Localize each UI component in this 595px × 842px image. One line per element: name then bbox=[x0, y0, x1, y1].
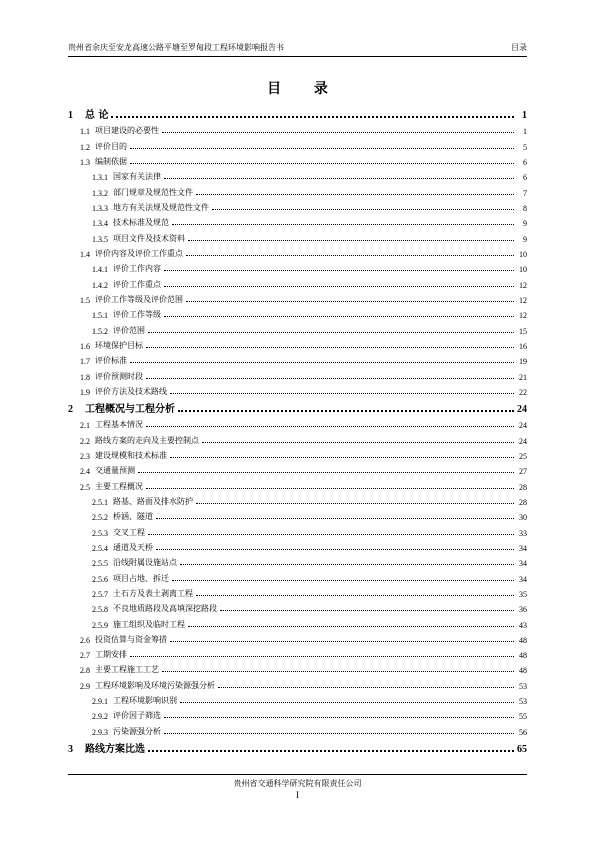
toc-dot-leader bbox=[202, 442, 514, 443]
toc-entry[interactable] bbox=[68, 476, 527, 491]
toc-entry-number: 2.4 bbox=[80, 467, 90, 477]
toc-title: 目 录 bbox=[267, 81, 342, 97]
toc-entry-label: 交通量预测 bbox=[95, 466, 135, 476]
toc-entry-label: 评价因子筛选 bbox=[113, 711, 161, 721]
header-section: 目录 bbox=[511, 43, 527, 52]
toc-entry-number: 2.5.3 bbox=[92, 528, 108, 538]
toc-dot-leader bbox=[170, 393, 514, 394]
toc-entry-label: 评价范围 bbox=[113, 325, 145, 335]
toc-entry-label: 主要工程概况 bbox=[95, 481, 143, 491]
toc-dot-leader bbox=[186, 255, 514, 256]
toc-entry-page: 25 bbox=[519, 451, 527, 461]
toc-entry-page: 53 bbox=[519, 681, 527, 691]
toc-dot-leader bbox=[212, 209, 514, 210]
toc-entry-label: 桥涵、隧道 bbox=[113, 512, 153, 522]
toc-entry-page: 9 bbox=[523, 234, 527, 244]
toc-entry-label: 评价预测时段 bbox=[95, 371, 143, 381]
toc-entry-number: 1.3 bbox=[80, 157, 90, 167]
toc-entry-label: 投资估算与资金筹措 bbox=[95, 634, 167, 644]
toc-entry-label: 评价工作等级及评价范围 bbox=[95, 294, 183, 304]
toc-entry-page: 48 bbox=[519, 666, 527, 676]
toc-dot-leader bbox=[146, 426, 514, 427]
toc-entry[interactable] bbox=[68, 121, 527, 136]
toc-entry[interactable] bbox=[68, 538, 527, 553]
toc-dot-leader bbox=[130, 163, 514, 164]
toc-dot-leader bbox=[218, 687, 514, 688]
toc-entry-page: 22 bbox=[519, 387, 527, 397]
toc-entry[interactable] bbox=[68, 446, 527, 461]
toc-entry[interactable] bbox=[68, 522, 527, 537]
toc-entry-number: 2.3 bbox=[80, 451, 90, 461]
toc-entry-label: 工程基本情况 bbox=[95, 420, 143, 430]
toc-entry-label: 评价目的 bbox=[95, 141, 127, 151]
toc-dot-leader bbox=[130, 362, 514, 363]
toc-entry-page: 55 bbox=[519, 712, 527, 722]
toc-entry-page: 1 bbox=[523, 127, 527, 137]
toc-entry-page: 36 bbox=[519, 605, 527, 615]
toc-entry-label: 交叉工程 bbox=[113, 527, 145, 537]
toc-dot-leader bbox=[148, 534, 514, 535]
toc-entry-page: 12 bbox=[519, 311, 527, 321]
toc-entry-number: 1.8 bbox=[80, 372, 90, 382]
toc-entry-label: 项目建设的必要性 bbox=[95, 126, 159, 136]
toc-entry-label: 工程概况与工程分析 bbox=[85, 403, 175, 415]
toc-dot-leader bbox=[196, 503, 514, 504]
toc-dot-leader bbox=[164, 316, 514, 317]
toc-entry-page: 15 bbox=[519, 326, 527, 336]
toc-entry[interactable] bbox=[68, 351, 527, 366]
toc-entry-number: 2.9.2 bbox=[92, 712, 108, 722]
toc-entry[interactable] bbox=[68, 213, 527, 228]
toc-dot-leader bbox=[156, 518, 514, 519]
toc-dot-leader bbox=[162, 671, 514, 672]
toc-entry[interactable] bbox=[68, 136, 527, 151]
toc-entry[interactable] bbox=[68, 721, 527, 736]
toc-entry[interactable] bbox=[68, 228, 527, 243]
toc-entry-page: 9 bbox=[523, 219, 527, 229]
toc-dot-leader bbox=[146, 347, 514, 348]
toc-entry-number: 2.9.3 bbox=[92, 727, 108, 737]
toc-dot-leader bbox=[111, 116, 514, 118]
toc-entry-label: 工程环境影响识别 bbox=[113, 696, 177, 706]
toc-entry-number: 2.2 bbox=[80, 436, 90, 446]
toc-entry-label: 路线方案的走向及主要控制点 bbox=[95, 435, 199, 445]
toc-entry-number: 2.5.4 bbox=[92, 543, 108, 553]
toc-entry[interactable] bbox=[68, 584, 527, 599]
toc-entry-number: 1.5.2 bbox=[92, 326, 108, 336]
toc-entry-page: 43 bbox=[519, 620, 527, 630]
toc-entry-number: 2.7 bbox=[80, 651, 90, 661]
toc-entry-page: 48 bbox=[519, 635, 527, 645]
toc-entry[interactable] bbox=[68, 737, 527, 755]
toc-dot-leader bbox=[172, 580, 514, 581]
toc-entry-number: 2.9 bbox=[80, 681, 90, 691]
toc-dot-leader bbox=[196, 194, 514, 195]
toc-entry-label: 土石方及表土剥离工程 bbox=[113, 588, 193, 598]
toc-dot-leader bbox=[164, 270, 514, 271]
toc-entry-number: 1.5 bbox=[80, 295, 90, 305]
toc-entry-number: 2.5.6 bbox=[92, 574, 108, 584]
header-rule bbox=[68, 56, 527, 57]
toc-entry-page: 6 bbox=[523, 173, 527, 183]
toc-entry[interactable] bbox=[68, 167, 527, 182]
toc-entry-page: 28 bbox=[519, 482, 527, 492]
toc-entry-number: 2.1 bbox=[80, 421, 90, 431]
toc-entry-label: 编制依据 bbox=[95, 156, 127, 166]
toc-dot-leader bbox=[146, 488, 514, 489]
toc-entry[interactable] bbox=[68, 553, 527, 568]
toc-entry[interactable] bbox=[68, 614, 527, 629]
toc-entry[interactable] bbox=[68, 182, 527, 197]
toc-entry-page: 1 bbox=[522, 110, 527, 121]
toc-entry-page: 19 bbox=[519, 357, 527, 367]
toc-entry[interactable] bbox=[68, 366, 527, 381]
running-header bbox=[68, 42, 527, 54]
toc-entry-number: 2.5.2 bbox=[92, 513, 108, 523]
toc-entry[interactable] bbox=[68, 430, 527, 445]
toc-entry-number: 2.5.1 bbox=[92, 497, 108, 507]
footer-organization: 贵州省交通科学研究院有限责任公司 bbox=[233, 779, 362, 788]
toc-entry[interactable] bbox=[68, 290, 527, 305]
toc-entry-page: 34 bbox=[519, 559, 527, 569]
toc-entry-number: 2.5.5 bbox=[92, 559, 108, 569]
toc-entry-label: 部门规章及规范性文件 bbox=[113, 187, 193, 197]
toc-entry-number: 1 bbox=[68, 110, 73, 121]
toc-entry[interactable] bbox=[68, 152, 527, 167]
toc-dot-leader bbox=[180, 702, 514, 703]
toc-entry-page: 8 bbox=[523, 203, 527, 213]
toc-entry-label: 评价方法及技术路线 bbox=[95, 386, 167, 396]
toc-entry-number: 3 bbox=[68, 743, 73, 755]
toc-entry-number: 2.8 bbox=[80, 666, 90, 676]
toc-dot-leader bbox=[162, 132, 514, 133]
toc-entry[interactable] bbox=[68, 630, 527, 645]
toc-entry-number: 1.2 bbox=[80, 142, 90, 152]
toc-entry-label: 路基、路面及排水防护 bbox=[113, 496, 193, 506]
toc-dot-leader bbox=[178, 410, 514, 412]
toc-entry-page: 10 bbox=[519, 249, 527, 259]
toc-dot-leader bbox=[146, 378, 514, 379]
toc-entry-label: 评价内容及评价工作重点 bbox=[95, 248, 183, 258]
toc-entry-label: 评价工作重点 bbox=[113, 279, 161, 289]
toc-entry-number: 1.7 bbox=[80, 357, 90, 367]
toc-entry[interactable] bbox=[68, 492, 527, 507]
toc-entry-label: 污染源强分析 bbox=[113, 726, 161, 736]
toc-entry-number: 2.5 bbox=[80, 482, 90, 492]
table-of-contents bbox=[68, 103, 527, 755]
toc-dot-leader bbox=[170, 457, 514, 458]
toc-dot-leader bbox=[130, 656, 514, 657]
toc-entry-page: 21 bbox=[519, 372, 527, 382]
toc-entry-page: 56 bbox=[519, 727, 527, 737]
toc-entry-number: 1.4.1 bbox=[92, 265, 108, 275]
toc-entry[interactable] bbox=[68, 645, 527, 660]
toc-entry-label: 项目占地、拆迁 bbox=[113, 573, 169, 583]
toc-entry[interactable] bbox=[68, 336, 527, 351]
header-title: 贵州省余庆至安龙高速公路平塘至罗甸段工程环境影响报告书 bbox=[68, 43, 284, 52]
toc-entry-number: 1.3.3 bbox=[92, 203, 108, 213]
toc-entry[interactable] bbox=[68, 568, 527, 583]
toc-entry[interactable] bbox=[68, 461, 527, 476]
toc-entry-number: 2.5.8 bbox=[92, 605, 108, 615]
toc-entry-page: 5 bbox=[523, 142, 527, 152]
toc-entry[interactable] bbox=[68, 274, 527, 289]
toc-entry-page: 34 bbox=[519, 574, 527, 584]
toc-entry-label: 国家有关法律 bbox=[113, 172, 161, 182]
toc-entry-label: 评价工作等级 bbox=[113, 310, 161, 320]
toc-dot-leader bbox=[138, 472, 514, 473]
toc-entry-page: 12 bbox=[519, 280, 527, 290]
toc-entry[interactable] bbox=[68, 382, 527, 397]
toc-dot-leader bbox=[148, 750, 514, 752]
toc-entry-number: 1.3.1 bbox=[92, 173, 108, 183]
toc-entry[interactable] bbox=[68, 103, 527, 121]
toc-entry-label: 施工组织及临时工程 bbox=[113, 619, 185, 629]
toc-entry-page: 16 bbox=[519, 341, 527, 351]
toc-entry-label: 环境保护目标 bbox=[95, 340, 143, 350]
toc-dot-leader bbox=[130, 148, 514, 149]
toc-entry[interactable] bbox=[68, 691, 527, 706]
toc-entry-page: 28 bbox=[519, 497, 527, 507]
toc-entry[interactable] bbox=[68, 305, 527, 320]
toc-entry[interactable] bbox=[68, 397, 527, 415]
toc-entry-number: 1.1 bbox=[80, 127, 90, 137]
toc-entry-number: 1.5.1 bbox=[92, 311, 108, 321]
toc-entry-number: 2.6 bbox=[80, 635, 90, 645]
toc-entry-page: 34 bbox=[519, 543, 527, 553]
toc-dot-leader bbox=[186, 301, 514, 302]
toc-dot-leader bbox=[156, 549, 514, 550]
toc-entry-page: 24 bbox=[517, 403, 527, 415]
toc-entry-number: 1.3.2 bbox=[92, 188, 108, 198]
toc-entry[interactable] bbox=[68, 244, 527, 259]
toc-entry-page: 30 bbox=[519, 513, 527, 523]
toc-entry-label: 工程环境影响及环境污染源强分析 bbox=[95, 680, 215, 690]
toc-entry[interactable] bbox=[68, 660, 527, 675]
toc-entry-label: 沿线附属设施站点 bbox=[113, 558, 177, 568]
toc-entry[interactable] bbox=[68, 198, 527, 213]
toc-entry-page: 7 bbox=[523, 188, 527, 198]
toc-entry-page: 35 bbox=[519, 589, 527, 599]
toc-entry-page: 53 bbox=[519, 697, 527, 707]
toc-entry-label: 建设规模和技术标准 bbox=[95, 450, 167, 460]
toc-entry-number: 2 bbox=[68, 403, 73, 415]
page-number: I bbox=[296, 790, 299, 800]
toc-entry-label: 工期安排 bbox=[95, 650, 127, 660]
toc-entry-label: 不良地质路段及高填深挖路段 bbox=[113, 604, 217, 614]
toc-entry-number: 1.3.5 bbox=[92, 234, 108, 244]
toc-entry-number: 2.9.1 bbox=[92, 697, 108, 707]
toc-entry[interactable] bbox=[68, 259, 527, 274]
toc-dot-leader bbox=[164, 178, 514, 179]
toc-dot-leader bbox=[164, 717, 514, 718]
toc-entry-label: 主要工程施工工艺 bbox=[95, 665, 159, 675]
toc-entry-number: 2.5.9 bbox=[92, 620, 108, 630]
toc-entry[interactable] bbox=[68, 415, 527, 430]
toc-entry-label: 路线方案比选 bbox=[85, 743, 145, 755]
toc-entry-number: 2.5.7 bbox=[92, 589, 108, 599]
toc-entry-page: 12 bbox=[519, 295, 527, 305]
toc-dot-leader bbox=[170, 641, 514, 642]
toc-entry-label: 通道及天桥 bbox=[113, 542, 153, 552]
toc-dot-leader bbox=[188, 626, 514, 627]
toc-dot-leader bbox=[164, 733, 514, 734]
toc-entry-label: 评价工作内容 bbox=[113, 264, 161, 274]
toc-entry-label: 技术标准及规范 bbox=[113, 218, 169, 228]
toc-entry-number: 1.3.4 bbox=[92, 219, 108, 229]
toc-entry-page: 24 bbox=[519, 421, 527, 431]
toc-dot-leader bbox=[148, 332, 514, 333]
toc-entry-page: 48 bbox=[519, 651, 527, 661]
toc-entry-page: 65 bbox=[517, 743, 527, 755]
toc-entry-label: 总 论 bbox=[85, 110, 109, 121]
toc-entry-page: 33 bbox=[519, 528, 527, 538]
toc-entry[interactable] bbox=[68, 507, 527, 522]
toc-entry-page: 6 bbox=[523, 157, 527, 167]
toc-entry-label: 地方有关法规及规范性文件 bbox=[113, 202, 209, 212]
toc-entry[interactable] bbox=[68, 675, 527, 690]
toc-dot-leader bbox=[220, 610, 514, 611]
toc-entry-page: 27 bbox=[519, 467, 527, 477]
toc-entry-number: 1.9 bbox=[80, 387, 90, 397]
toc-entry[interactable] bbox=[68, 599, 527, 614]
toc-entry-number: 1.6 bbox=[80, 341, 90, 351]
footer-rule bbox=[68, 774, 527, 775]
toc-dot-leader bbox=[188, 240, 514, 241]
toc-dot-leader bbox=[180, 564, 514, 565]
toc-entry[interactable] bbox=[68, 320, 527, 335]
toc-entry-number: 1.4.2 bbox=[92, 280, 108, 290]
toc-entry[interactable] bbox=[68, 706, 527, 721]
toc-entry-page: 10 bbox=[519, 265, 527, 275]
toc-dot-leader bbox=[164, 286, 514, 287]
toc-dot-leader bbox=[172, 224, 514, 225]
toc-entry-page: 24 bbox=[519, 436, 527, 446]
toc-entry-label: 评价标准 bbox=[95, 356, 127, 366]
toc-dot-leader bbox=[196, 595, 514, 596]
toc-entry-number: 1.4 bbox=[80, 249, 90, 259]
toc-entry-label: 项目文件及技术资料 bbox=[113, 233, 185, 243]
